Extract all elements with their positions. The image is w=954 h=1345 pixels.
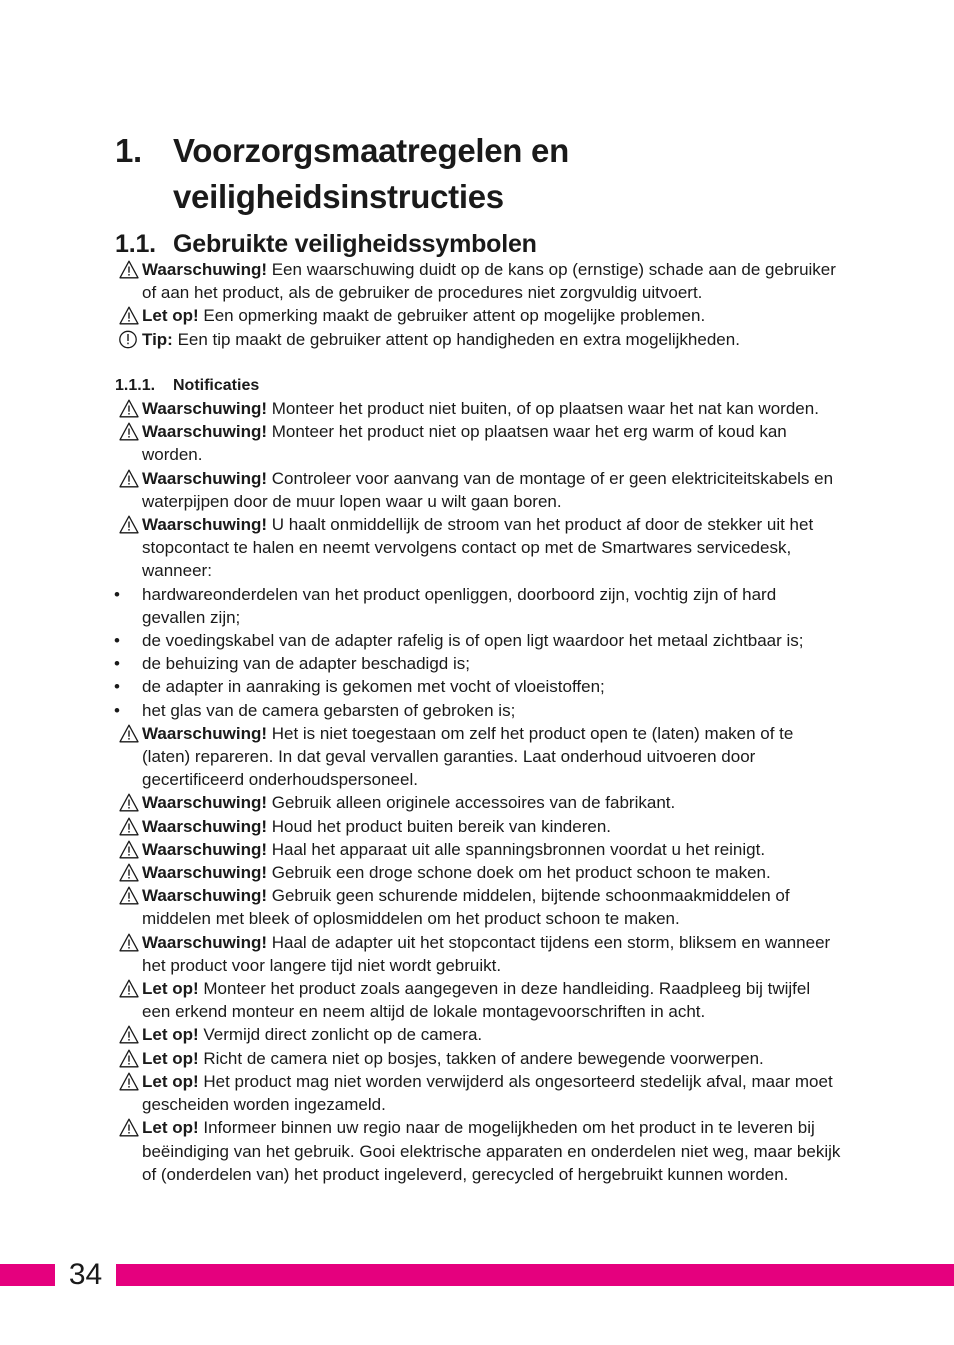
- notice-label: Let op!: [142, 979, 199, 999]
- chapter-title: Voorzorgsmaatregelen en veiligheidsinstructies: [173, 132, 569, 215]
- notice-item: [0, 722, 954, 792]
- notice-text: [142, 699, 842, 722]
- warning-triangle-icon: [119, 933, 139, 952]
- notice-body: de voedingskabel van de adapter rafelig is of open ligt waardoor het metaal zichtbaar is;: [142, 631, 804, 651]
- notification-list: [0, 397, 954, 1186]
- bullet-item: [0, 629, 954, 652]
- notice-item: [0, 1047, 954, 1070]
- notice-item: [0, 791, 954, 814]
- warning-triangle-icon: [119, 979, 139, 998]
- notice-text: [142, 513, 842, 583]
- chapter-number: 1.: [115, 132, 142, 169]
- notice-body: Monteer het product zoals aangegeven in deze handleiding. Raadpleeg bij twijfel een erkend monteur en neem altijd de lokale montagevoorschriften in acht.: [142, 979, 811, 1022]
- bullet-item: [0, 675, 954, 698]
- notice-text: [142, 838, 842, 861]
- notice-text: [142, 675, 842, 698]
- notice-label: Let op!: [142, 1118, 199, 1138]
- warning-triangle-icon: [119, 1049, 139, 1068]
- notice-text: [142, 722, 842, 792]
- notice-text: [142, 1116, 842, 1186]
- section-title: Gebruikte veiligheidssymbolen: [173, 230, 537, 258]
- notice-label: Waarschuwing!: [142, 839, 267, 859]
- notice-item: [0, 328, 954, 351]
- warning-triangle-icon: [119, 840, 139, 859]
- notice-text: [142, 420, 842, 466]
- notice-label: Waarschuwing!: [142, 932, 267, 952]
- notice-item: [0, 1070, 954, 1116]
- bullet-item: [0, 583, 954, 629]
- notice-text: [142, 652, 842, 675]
- notice-text: [142, 815, 842, 838]
- notice-item: [0, 838, 954, 861]
- notice-item: [0, 467, 954, 513]
- notice-item: [0, 397, 954, 420]
- notice-body: Het product mag niet worden verwijderd als ongesorteerd stedelijk afval, maar moet gescheiden worden ingezameld.: [142, 1071, 833, 1115]
- notice-label: Waarschuwing!: [142, 886, 267, 906]
- notice-body: Monteer het product niet op plaatsen waar het erg warm of koud kan worden.: [142, 422, 787, 465]
- notice-body: de behuizing van de adapter beschadigd is;: [142, 654, 470, 674]
- warning-triangle-icon: [119, 793, 139, 812]
- bullet-marker: •: [114, 584, 120, 604]
- notice-label: Let op!: [142, 1048, 199, 1068]
- notice-text: [142, 1047, 842, 1070]
- notice-text: [142, 977, 842, 1023]
- notice-body: Gebruik alleen originele accessoires van de fabrikant.: [267, 793, 676, 813]
- notice-body: Richt de camera niet op bosjes, takken of andere bewegende voorwerpen.: [198, 1048, 764, 1068]
- bullet-marker: •: [114, 677, 120, 697]
- page-number: 34: [55, 1255, 116, 1295]
- notice-text: [142, 861, 842, 884]
- section-number: 1.1.: [115, 230, 156, 258]
- warning-triangle-icon: [119, 817, 139, 836]
- notice-text: [142, 467, 842, 513]
- warning-triangle-icon: [119, 724, 139, 743]
- notice-label: Waarschuwing!: [142, 793, 267, 813]
- notice-body: Haal het apparaat uit alle spanningsbronnen voordat u het reinigt.: [267, 839, 766, 859]
- notice-body: Informeer binnen uw regio naar de mogelijkheden om het product in te leveren bij beëindiging van het gebruik. Gooi elektrische apparaten en onderdelen niet weg, maar bekijk of (onderdelen van) het product ingeleverd, gerecycled of hergebruikt kunnen worden.: [142, 1118, 841, 1184]
- notice-item: [0, 884, 954, 930]
- bullet-marker: •: [114, 654, 120, 674]
- chapter-heading: [115, 128, 875, 220]
- notice-item: [0, 815, 954, 838]
- notice-label: Waarschuwing!: [142, 260, 267, 279]
- notice-text: [142, 258, 842, 304]
- warning-triangle-icon: [119, 306, 139, 325]
- section-heading: [115, 228, 537, 260]
- notice-text: [142, 884, 842, 930]
- notice-text: [142, 583, 842, 629]
- footer-bar: [0, 1264, 954, 1286]
- notice-label: Waarschuwing!: [142, 399, 267, 418]
- notice-label: Waarschuwing!: [142, 468, 267, 488]
- notice-label: Waarschuwing!: [142, 816, 267, 836]
- notice-item: [0, 1023, 954, 1046]
- notice-text: [142, 629, 842, 652]
- notice-body: Een waarschuwing duidt op de kans op (ernstige) schade aan de gebruiker of aan het product, als de gebruiker de procedures niet zorgvuldig uitvoert.: [142, 260, 836, 303]
- subsection-title: Notificaties: [173, 377, 260, 394]
- notice-body: U haalt onmiddellijk de stroom van het product af door de stekker uit het stopcontact te halen en neemt vervolgens contact op met de Smartwares servicedesk, wanneer:: [142, 515, 814, 581]
- warning-triangle-icon: [119, 1072, 139, 1091]
- bullet-item: [0, 652, 954, 675]
- warning-triangle-icon: [119, 260, 139, 279]
- warning-triangle-icon: [119, 1025, 139, 1044]
- notice-body: Een tip maakt de gebruiker attent op handigheden en extra mogelijkheden.: [172, 329, 740, 349]
- subsection-number: 1.1.1.: [115, 377, 156, 394]
- notice-text: [142, 1023, 842, 1046]
- notice-body: Gebruik geen schurende middelen, bijtende schoonmaakmiddelen of middelen met bleek of oplosmiddelen om het product schoon te maken.: [142, 886, 790, 929]
- notice-body: het glas van de camera gebarsten of gebroken is;: [142, 700, 516, 720]
- notice-label: Waarschuwing!: [142, 515, 267, 535]
- warning-triangle-icon: [119, 422, 139, 441]
- bullet-marker: •: [114, 631, 120, 651]
- notice-body: Gebruik een droge schone doek om het product schoon te maken.: [267, 863, 771, 883]
- notice-body: Een opmerking maakt de gebruiker attent op mogelijke problemen.: [198, 306, 706, 326]
- subsection-heading: [115, 376, 259, 396]
- notice-item: [0, 931, 954, 977]
- notice-item: [0, 304, 954, 327]
- bullet-item: [0, 699, 954, 722]
- notice-label: Waarschuwing!: [142, 422, 267, 442]
- notice-text: [142, 931, 842, 977]
- symbol-list: [0, 258, 954, 351]
- notice-item: [0, 1116, 954, 1186]
- notice-text: [142, 397, 842, 420]
- notice-label: Tip:: [142, 329, 173, 349]
- warning-triangle-icon: [119, 886, 139, 905]
- info-circle-icon: [119, 330, 139, 349]
- notice-item: [0, 258, 954, 304]
- warning-triangle-icon: [119, 469, 139, 488]
- notice-item: [0, 420, 954, 466]
- notice-body: Monteer het product niet buiten, of op plaatsen waar het nat kan worden.: [267, 399, 819, 418]
- notice-label: Waarschuwing!: [142, 723, 267, 743]
- notice-body: de adapter in aanraking is gekomen met vocht of vloeistoffen;: [142, 677, 605, 697]
- warning-triangle-icon: [119, 863, 139, 882]
- warning-triangle-icon: [119, 399, 139, 418]
- notice-text: [142, 304, 842, 327]
- notice-body: hardwareonderdelen van het product openliggen, doorboord zijn, vochtig zijn of hard gevallen zijn;: [142, 584, 777, 627]
- warning-triangle-icon: [119, 515, 139, 534]
- notice-item: [0, 977, 954, 1023]
- notice-text: [142, 791, 842, 814]
- notice-label: Let op!: [142, 1071, 199, 1091]
- bullet-marker: •: [114, 700, 120, 720]
- notice-body: Houd het product buiten bereik van kinderen.: [267, 816, 612, 836]
- notice-text: [142, 328, 842, 351]
- notice-body: Vermijd direct zonlicht op de camera.: [198, 1025, 483, 1045]
- notice-item: [0, 513, 954, 583]
- notice-label: Let op!: [142, 1025, 199, 1045]
- warning-triangle-icon: [119, 1118, 139, 1137]
- notice-text: [142, 1070, 842, 1116]
- notice-label: Let op!: [142, 306, 199, 326]
- notice-body: Haal de adapter uit het stopcontact tijdens een storm, bliksem en wanneer het product voor langere tijd niet wordt gebruikt.: [142, 932, 831, 975]
- notice-label: Waarschuwing!: [142, 863, 267, 883]
- notice-body: Controleer voor aanvang van de montage of er geen elektriciteitskabels en waterpijpen door de muur lopen waar u wilt gaan boren.: [142, 468, 834, 511]
- notice-item: [0, 861, 954, 884]
- notice-body: Het is niet toegestaan om zelf het product open te (laten) maken of te (laten) repareren. In dat geval vervallen garanties. Laat onderhoud uitvoeren door gecertificeerd onderhoudspersoneel.: [142, 723, 794, 790]
